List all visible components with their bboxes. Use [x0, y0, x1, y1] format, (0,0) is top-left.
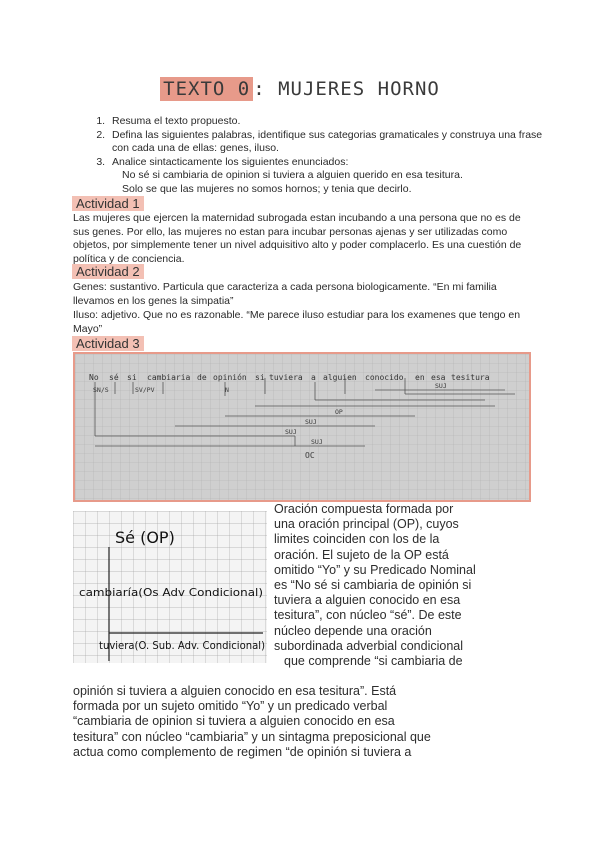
task-item: 2. Defina las siguientes palabras, identifique sus categorias gramaticales y construya una frase con cada una de ellas: genes, iluso.	[108, 129, 548, 156]
handwritten-analysis-photo	[73, 352, 531, 502]
analysis-line: oración. El sujeto de la OP está	[274, 547, 449, 562]
hw-word: si	[255, 373, 265, 382]
hw-label: SN/S	[93, 386, 109, 394]
analysis-line: una oración principal (OP), cuyos	[274, 517, 459, 532]
title-rest: : MUJERES HORNO	[253, 78, 440, 100]
activity-1-text: Las mujeres que ejercen la maternidad subrogada estan incubando a una persona que no es de sus genes. Por ello, las mujeres no estan para incubar personas ajenas y ser utilizadas como objetos, por simplemente tener un nivel adquisitivo alto y poder complacerlo. Es una cuestión de política y de conciencia.	[73, 212, 522, 265]
task-list	[88, 115, 548, 196]
notebook-word-2: cambiaría(Os Adv Condicional)	[79, 586, 263, 599]
hw-word: No	[89, 373, 99, 382]
analysis-line: tesitura”, con núcleo “sé”. De este	[274, 608, 462, 623]
activity-3-heading: Actividad 3	[72, 336, 144, 351]
hw-word: conocido	[365, 373, 404, 382]
hw-label: N	[225, 386, 229, 394]
analysis-handwriting	[75, 354, 529, 500]
notebook-word-3: tuviera(O. Sub. Adv. Condicional)	[99, 640, 265, 652]
hw-word: en	[415, 373, 425, 382]
analysis-line: tuviera a alguien conocido en esa	[274, 593, 461, 608]
analysis-line: núcleo depende una oración	[274, 623, 432, 638]
activity-2-iluso: Iluso: adjetivo. Que no es razonable. “Me parece iluso estudiar para los examenes que tengo en Mayo”	[73, 309, 521, 335]
analysis-full-text	[73, 684, 533, 760]
hw-label: SUJ	[311, 438, 323, 446]
hw-word: si	[127, 373, 137, 382]
notebook-word-1: Sé (OP)	[115, 528, 175, 547]
analysis-line: Oración compuesta formada por	[274, 502, 454, 516]
analysis-side-text	[274, 502, 524, 669]
analysis-line: omitido “Yo” y su Predicado Nominal	[274, 562, 476, 577]
analysis-line: tesitura” con núcleo “cambiaria” y un sintagma preposicional que	[73, 729, 431, 744]
hw-word: tesitura	[451, 373, 490, 382]
analysis-line: subordinada adverbial condicional	[274, 638, 464, 653]
analysis-line: formada por un sujeto omitido “Yo” y un predicado verbal	[73, 699, 388, 714]
title-highlight: TEXTO 0	[160, 77, 253, 101]
sentence-1: No sé si cambiaria de opinion si tuviera a alguien querido en esa tesitura.	[122, 169, 463, 181]
document-title-wrap	[0, 78, 600, 100]
hw-word: cambiaria	[147, 373, 191, 382]
hw-label: SUJ	[285, 428, 297, 436]
activity-2-heading: Actividad 2	[72, 264, 144, 279]
hw-word: alguien	[323, 373, 357, 382]
hw-word: a	[311, 373, 316, 382]
analysis-line: es “No sé si cambiaria de opinión si	[274, 578, 472, 593]
task-item	[108, 156, 548, 197]
hw-bottom-label: OC	[305, 451, 315, 460]
activity-1-heading: Actividad 1	[72, 196, 144, 211]
analysis-line: que comprende “si cambiaria de	[284, 654, 463, 669]
document-title	[160, 78, 440, 100]
analysis-line: “cambiaria de opinion si tuviera a alguien conocido en esa	[73, 714, 395, 729]
hw-label: SUJ	[305, 418, 317, 426]
task-item: 1. Resuma el texto propuesto.	[108, 115, 548, 129]
hw-word: tuviera	[269, 373, 303, 382]
hw-word: esa	[431, 373, 446, 382]
hw-word: de	[197, 373, 207, 382]
analysis-line: opinión si tuviera a alguien conocido en esa tesitura”. Está	[73, 684, 397, 698]
analysis-line: limites coinciden con los de la	[274, 532, 440, 547]
hw-label: OP	[335, 408, 343, 416]
hw-label: SV/PV	[135, 386, 155, 394]
sentence-2: Solo se que las mujeres no somos hornos; y tenia que decirlo.	[122, 182, 412, 195]
hw-word: sé	[109, 373, 119, 382]
hw-label: SUJ	[435, 382, 447, 390]
task-text: Analice sintacticamente los siguientes enunciados:	[112, 155, 349, 168]
hw-word: opinión	[213, 373, 247, 382]
notebook-photo	[73, 511, 267, 663]
activity-2-genes: Genes: sustantivo. Particula que caracteriza a cada persona biologicamente. “En mi familia llevamos en los genes la simpatia”	[73, 281, 497, 307]
notebook-grid	[73, 511, 267, 663]
analysis-line: actua como complemento de regimen “de opinión si tuviera a	[73, 744, 412, 759]
